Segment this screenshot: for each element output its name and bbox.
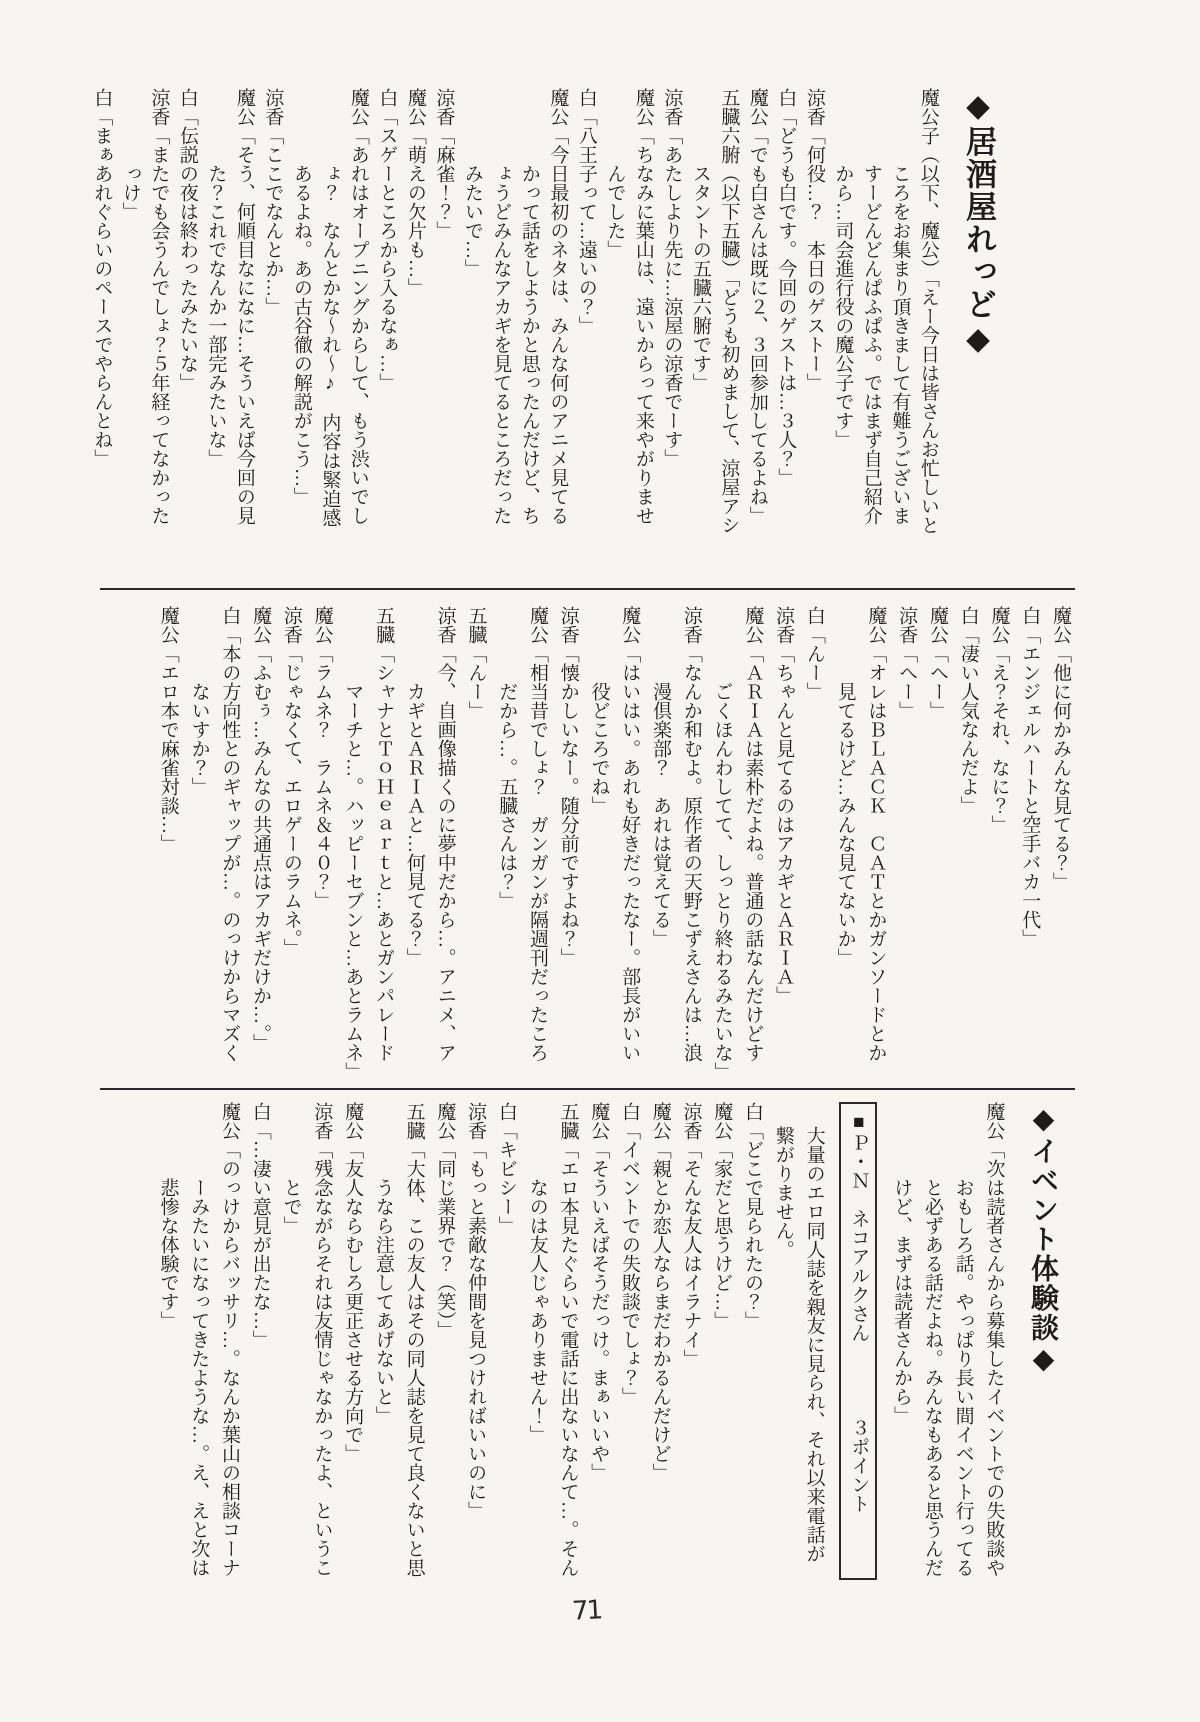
dialogue-entry: 涼香「あたしより先に…涼屋の涼香でーす」 bbox=[661, 88, 683, 468]
dialogue-entry: 白「まぁあれぐらいのペースでやらんとね」 bbox=[91, 88, 113, 468]
horizontal-rule-1 bbox=[100, 588, 1075, 590]
dialogue-entry: 魔公「え？それ、なに？」 bbox=[988, 606, 1010, 834]
dialogue-entry: 魔公「オレはＢＬＡＣＫ ＣＡＴとかガンソードとか見てるけど…みんな見てないか」 bbox=[834, 606, 887, 1062]
dialogue-entry: 涼香「麻雀！？」 bbox=[433, 88, 455, 240]
dialogue-entry: 魔公子（以下、魔公）「えー今日は皆さんお忙しいところをお集まり頂きまして有難うございますーどんどんぱふぱふ。ではまず自己紹介から…司会進行役の魔公子です」 bbox=[832, 88, 939, 535]
dialogue-entry: 五臓「大体、この友人はその同人誌を見て良くないと思うなら注意してあげないと」 bbox=[372, 1102, 425, 1577]
dialogue-entry: 涼香「もっと素敵な仲間を見つければいいのに」 bbox=[465, 1102, 487, 1520]
dialogue-entry: 白「キビシー」 bbox=[495, 1102, 517, 1235]
dialogue-entry: 白「どうも白です。今回のゲストは…３人？」 bbox=[775, 88, 797, 487]
dialogue-entry: 涼香「ちゃんと見てるのはアカギとＡＲＩＡ」 bbox=[773, 606, 795, 1005]
section-izakaya-red bbox=[91, 88, 997, 540]
dialogue-entry: 魔公「そういえばそうだっけ。まぁいいや」 bbox=[588, 1102, 610, 1482]
dialogue-entry: 白「凄い人気なんだよ」 bbox=[957, 606, 979, 815]
dialogue-entry: 五臓六腑（以下五臓）「どうも初めまして、涼屋アシスタントの五臓六腑です」 bbox=[689, 88, 740, 535]
dialogue-entry: 涼香「じゃなくて、エロゲーのラムネ。」 bbox=[280, 606, 302, 958]
dialogue-entry: 五臓「シャナとＴｏＨｅａｒｔと…あとガンパレードマーチと…。ハッピーセブンと…あとラムネ」 bbox=[342, 606, 395, 1081]
dialogue-entry: 白「エンジェルハートと空手バカ一代」 bbox=[1019, 606, 1041, 948]
dialogue-entry: 魔公「へー」 bbox=[926, 606, 948, 720]
dialogue-entry: 魔公「家だと思うけど…」 bbox=[711, 1102, 733, 1330]
section-event-stories bbox=[105, 1102, 1060, 1580]
submission-header-box: ■Ｐ・Ｎ ネコアルクさん ３ポイント bbox=[839, 1102, 878, 1580]
dialogue-entry: 魔公「同じ業界で？（笑）」 bbox=[434, 1102, 456, 1340]
dialogue-entry: 魔公「エロ本で麻雀対談…」 bbox=[157, 606, 179, 853]
dialogue-entry: 魔公「のっけからバッサリ…。なんか葉山の相談コーナーみたいになってきたような…。え、えと次は悲惨な体験です」 bbox=[157, 1102, 241, 1577]
section-anime-talk bbox=[128, 606, 1075, 1081]
dialogue-entry: 涼香「何役…？ 本日のゲストー」 bbox=[803, 88, 825, 392]
dialogue-entry: 魔公「次は読者さんから募集したイベントでの失敗談やおもしろ話。やっぱり長い間イベント行ってると必ずある話だよね。みんなもあると思うんだけど、まずは読者さんから」 bbox=[891, 1102, 1005, 1577]
dialogue-entry: 魔公「はいはい。あれも好きだったなー。部長がいい役どころでね」 bbox=[588, 606, 641, 1062]
dialogue-entry: 涼香「懐かしいなー。随分前ですよね？」 bbox=[557, 606, 579, 967]
page-number: 71 bbox=[571, 1595, 602, 1627]
dialogue-entry: 白「イベントでの失敗談でしょ？」 bbox=[618, 1102, 640, 1406]
dialogue-entry: 白「…凄い意見が出たな…」 bbox=[249, 1102, 271, 1349]
dialogue-entry: 涼香「今、自画像描くのに夢中だから…。アニメ、アカギとＡＲＩＡと…何見てる？」 bbox=[403, 606, 456, 1062]
dialogue-entry: 魔公「親とか恋人ならまだわかるんだけど」 bbox=[649, 1102, 671, 1482]
dialogue-entry: 涼香「またでも会うんでしょ？５年経ってなかったっけ」 bbox=[119, 88, 170, 525]
dialogue-entry: 魔公「ＡＲＩＡは素朴だよね。普通の話なんだけどすごくほんわしてて、しっとり終わるみたいな」 bbox=[711, 606, 764, 1081]
section-title-event-stories: ◆イベント体験談◆ bbox=[1028, 1102, 1059, 1377]
dialogue-entry: 白「本の方向性とのギャップが…。のっけからマズくないすか？」 bbox=[188, 606, 241, 1062]
dialogue-entry: 五臓「エロ本見たぐらいで電話に出ないなんて…。そんなのは友人じゃありません！」 bbox=[526, 1102, 579, 1577]
horizontal-rule-2 bbox=[100, 1088, 1075, 1090]
dialogue-entry: 魔公「他に何かみんな見てる？」 bbox=[1050, 606, 1071, 891]
dialogue-entry: 魔公「でも白さんは既に２、３回参加してるよね」 bbox=[746, 88, 768, 525]
dialogue-entry: 魔公「今日最初のネタは、みんな何のアニメ見てるかって話をしようかと思ったんだけど、ちょうどみんなアカギを見てるところだったみたいで…」 bbox=[461, 88, 569, 525]
dialogue-entry: 涼香「ここでなんとか…」 bbox=[262, 88, 284, 316]
dialogue-entry: 魔公「ラムネ？ ラムネ＆４０？」 bbox=[311, 606, 333, 910]
dialogue-entry: 魔公「ちなみに葉山は、遠いからって来やがりませんでした」 bbox=[604, 88, 654, 525]
dialogue-entry: 涼香「なんか和むよ。原作者の天野こずえさんは…浪漫倶楽部？ あれは覚えてる」 bbox=[650, 606, 702, 1062]
dialogue-entry: 涼香「へー」 bbox=[896, 606, 918, 720]
dialogue-entry: 五臓「んー」 bbox=[465, 606, 487, 720]
dialogue-entry: 魔公「相当昔でしょ？ ガンガンが隔週刊だったころだから…。五臓さんは？」 bbox=[496, 606, 548, 1062]
dialogue-entry: 白「どこで見られたの？」 bbox=[742, 1102, 764, 1330]
submission-text: 大量のエロ同人誌を親友に見られ、それ以来電話が繋がりません。 bbox=[772, 1126, 825, 1563]
dialogue-entry: 魔公「友人ならむしろ更正させる方向で」 bbox=[342, 1102, 364, 1463]
dialogue-entry: 涼香「残念ながらそれは友情じゃなかったよ、ということで」 bbox=[280, 1102, 333, 1577]
dialogue-entry: 魔公「あれはオープニングからして、もう渋いでしょ？ なんとかな～れ～♪ 内容は緊迫感あるよね。あの古谷徹の解説がこう…」 bbox=[290, 88, 369, 527]
dialogue-entry: 白「んー」 bbox=[803, 606, 825, 701]
dialogue-entry: 白「八王子って…遠いの？」 bbox=[575, 88, 597, 335]
dialogue-entry: 魔公「ふむぅ…みんなの共通点はアカギだけか…。」 bbox=[250, 606, 272, 1053]
dialogue-entry: 魔公「萌えの欠片も…」 bbox=[404, 88, 426, 297]
section-title-izakaya-red: ◆居酒屋れっど◆ bbox=[961, 88, 996, 359]
dialogue-entry: 白「スゲーところから入るなぁ…」 bbox=[376, 88, 398, 392]
dialogue-entry: 白「伝説の夜は終わったみたいな」 bbox=[176, 88, 198, 392]
dialogue-entry: 魔公「そう、何順目なになに…そういえば今回の見た？これでなんか一部完みたいな」 bbox=[205, 88, 255, 525]
dialogue-entry: 涼香「そんな友人はイラナイ」 bbox=[680, 1102, 702, 1368]
